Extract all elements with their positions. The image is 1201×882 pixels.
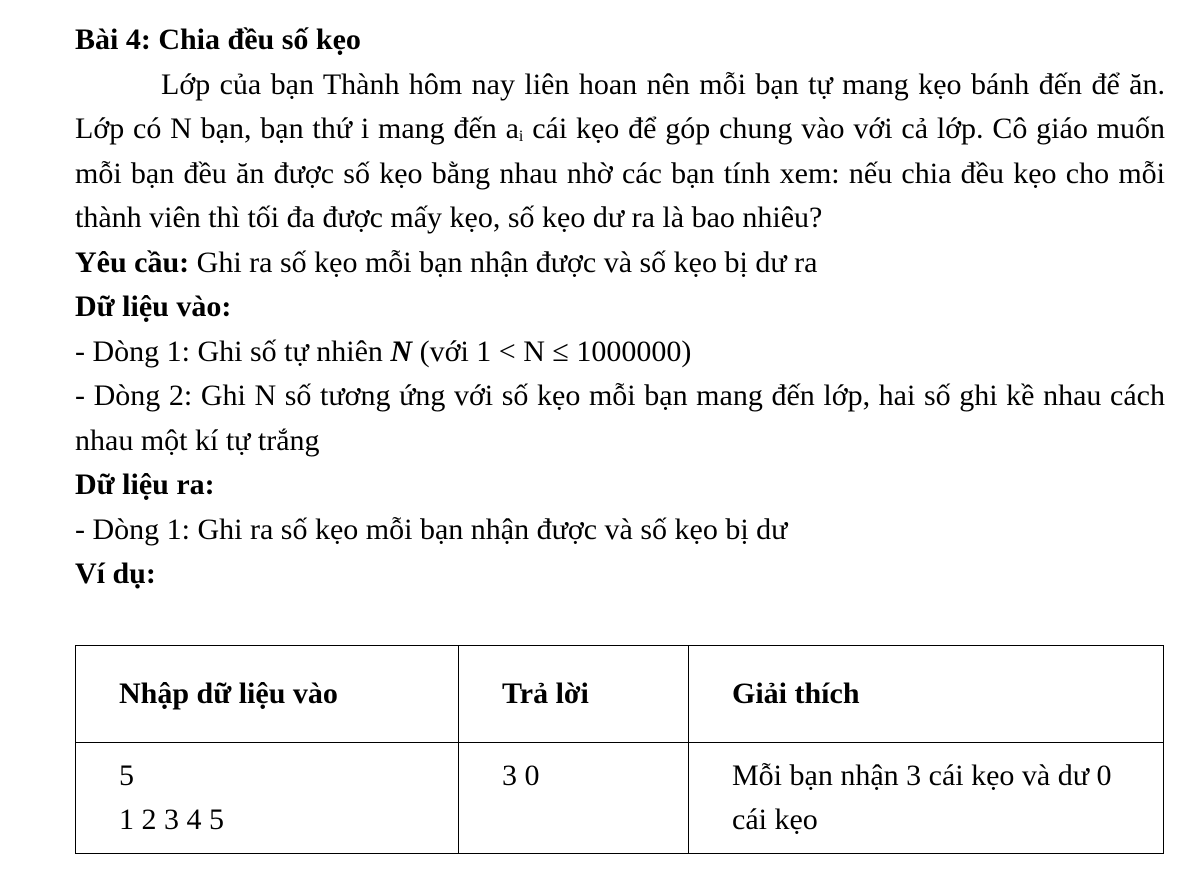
cell-explanation — [689, 743, 1164, 854]
input-line-1-prefix: - Dòng 1: Ghi số tự nhiên — [75, 334, 391, 368]
input-line-2: - Dòng 2: Ghi N số tương ứng với số kẹo mỗi bạn mang đến lớp, hai số ghi kề nhau cách nhau một kí tự trắng — [75, 379, 1165, 457]
cell-answer — [459, 743, 689, 854]
statement-subscript: i — [518, 128, 524, 145]
input-line-1 — [75, 330, 1165, 375]
header-answer: Trả lời — [459, 646, 689, 743]
input-line-1-suffix: (với 1 < N ≤ 1000000) — [412, 334, 692, 368]
example-heading: Ví dụ: — [75, 557, 156, 590]
requirement-text: Ghi ra số kẹo mỗi bạn nhận được và số kẹo bị dư ra — [189, 245, 818, 279]
input-value-list: 1 2 3 4 5 — [119, 803, 224, 836]
output-heading: Dữ liệu ra: — [75, 468, 215, 501]
problem-title: Bài 4: Chia đều số kẹo — [75, 23, 361, 56]
example-table — [75, 645, 1164, 854]
input-heading: Dữ liệu vào: — [75, 290, 232, 323]
statement-part-1: Lớp của bạn Thành hôm nay liên hoan nên mỗi bạn tự mang kẹo bánh đến để ăn. Lớp có N bạn, bạn thứ i mang đến a — [75, 67, 1165, 145]
problem-document — [75, 18, 1165, 597]
input-value-n: 5 — [119, 759, 134, 792]
cell-input — [76, 743, 459, 854]
statement-part-2: cái kẹo để góp chung vào với cả lớp. Cô giáo muốn mỗi bạn đều ăn được số kẹo bằng nhau nhờ các bạn tính xem: nếu chia đều kẹo cho mỗi thành viên thì tối đa được mấy kẹo, số kẹo dư ra là bao nhiêu? — [75, 112, 1165, 234]
problem-statement — [75, 63, 1165, 241]
header-input: Nhập dữ liệu vào — [76, 646, 459, 743]
input-line-1-variable: N — [390, 334, 413, 368]
requirement-line — [75, 241, 1165, 286]
example-table-header — [76, 646, 1164, 743]
output-line-1: - Dòng 1: Ghi ra số kẹo mỗi bạn nhận được và số kẹo bị dư — [75, 512, 788, 546]
requirement-label: Yêu cầu: — [75, 245, 190, 279]
header-explanation: Giải thích — [689, 646, 1164, 743]
answer-value: 3 0 — [502, 759, 540, 792]
explanation-text: Mỗi bạn nhận 3 cái kẹo và dư 0 cái kẹo — [732, 759, 1112, 836]
table-row — [76, 743, 1164, 854]
